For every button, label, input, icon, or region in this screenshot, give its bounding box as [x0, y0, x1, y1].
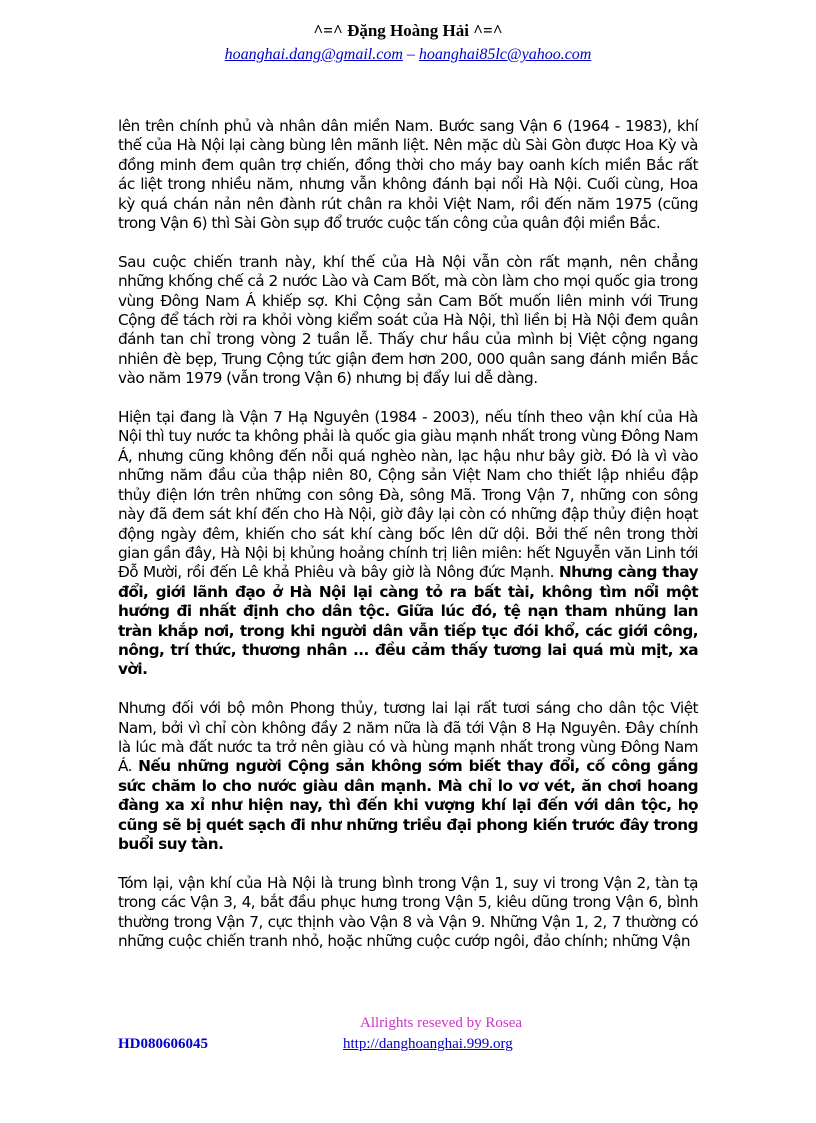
contact-line	[0, 44, 816, 66]
page-header	[0, 18, 816, 66]
paragraph-2	[118, 253, 698, 389]
document-id: HD080606045	[118, 1036, 208, 1052]
email-link-gmail[interactable]: hoanghai.dang@gmail.com	[224, 46, 403, 63]
paragraph-3	[118, 408, 698, 680]
paragraph-5	[118, 874, 698, 952]
paragraph-4-bold-text: Nếu những người Cộng sản không sớm biết thay đổi, cố công gắng sức chăm lo cho nước giàu dân mạnh. Mà chỉ lo vơ vét, ăn chơi hoang đàng xa xỉ như hiện nay, thì đến khi vượng khí lại đến với dân tộc, họ cũng sẽ bị quét sạch đi như những triều đại phong kiến trước đây trong buổi suy tàn.	[118, 757, 698, 853]
email-link-yahoo[interactable]: hoanghai85lc@yahoo.com	[418, 46, 592, 63]
document-body	[118, 117, 698, 971]
paragraph-1	[118, 117, 698, 233]
author-title: ^=^ Đặng Hoàng Hải ^=^	[313, 21, 503, 40]
paragraph-5-text: Tóm lại, vận khí của Hà Nội là trung bình trong Vận 1, suy vi trong Vận 2, tàn tạ trong các Vận 3, 4, bắt đầu phục hưng trong Vận 5, kiêu dũng trong Vận 6, bình thường trong Vận 7, cực thịnh vào Vận 8 và Vận 9. Những Vận 1, 2, 7 thường có những cuộc chiến tranh nhỏ, hoặc những cuộc cướp ngôi, đảo chính; những Vận	[118, 873, 698, 950]
website-link[interactable]: http://danghoanghai.999.org	[343, 1036, 513, 1052]
paragraph-3-bold-text: Nhưng càng thay đổi, giới lãnh đạo ở Hà Nội lại càng tỏ ra bất tài, không tìm nổi một hướng đi nhất định cho dân tộc. Giữa lúc đó, tệ nạn tham nhũng lan tràn khắp nơi, trong khi người dân vẫn tiếp tục đói khổ, các giới công, nông, trí thức, thương nhân ... đều cảm thấy tương lai quá mù mịt, xa vời.	[118, 563, 698, 679]
paragraph-4-text: Nhưng đối với bộ môn Phong thủy, tương lai lại rất tươi sáng cho dân tộc Việt Nam, bởi vì chỉ còn không đầy 2 năm nữa là đã tới Vận 8 Hạ Nguyên. Đây chính là lúc mà đất nước ta trở nên giàu có và hùng mạnh nhất trong vùng Đông Nam Á.	[118, 699, 698, 776]
paragraph-4	[118, 699, 698, 854]
paragraph-2-text: Sau cuộc chiến tranh này, khí thế của Hà Nội vẫn còn rất mạnh, nên chẳng những khống chế cả 2 nước Lào và Cam Bốt, mà còn làm cho mọi quốc gia trong vùng Đông Nam Á khiếp sợ. Khi Cộng sản Cam Bốt muốn liên minh với Trung Cộng để tách rời ra khỏi vòng kiểm soát của Hà Nội, thì liền bị Hà Nội đem quân đánh tan chỉ trong vòng 2 tuần lễ. Thấy chư hầu của mình bị Việt cộng ngang nhiên đè bẹp, Trung Cộng tức giận đem hơn 200, 000 quân sang đánh miền Bắc vào năm 1979 (vẫn trong Vận 6) nhưng bị đẩy lui dễ dàng.	[118, 252, 698, 388]
paragraph-1-text: lên trên chính phủ và nhân dân miền Nam. Bước sang Vận 6 (1964 - 1983), khí thế của Hà Nội lại càng bùng lên mãnh liệt. Nên mặc dù Sài Gòn được Hoa Kỳ và đồng minh đem quân trợ chiến, đồng thời cho máy bay oanh kích miền Bắc rất ác liệt trong nhiều năm, nhưng vẫn không đánh bại nổi Hà Nội. Cuối cùng, Hoa kỳ quá chán nản nên đành rút chân ra khỏi Việt Nam, rồi đến năm 1975 (cũng trong Vận 6) thì Sài Gòn sụp đổ trước cuộc tấn công của quân đội miền Bắc.	[118, 117, 698, 233]
paragraph-3-text: Hiện tại đang là Vận 7 Hạ Nguyên (1984 - 2003), nếu tính theo vận khí của Hà Nội thì tuy nước ta không phải là quốc gia giàu mạnh nhất trong vùng Đông Nam Á, nhưng cũng không đến nỗi quá nghèo nàn, lạc hậu như bây giờ. Đó là vì vào những năm đầu của thập niên 80, Cộng sản Việt Nam cho thiết lập nhiều đập thủy điện lớn trên những con sông Đà, sông Mã. Trong Vận 7, những con sông này đã đem sát khí đến cho Hà Nội, giờ đây lại còn có những đập thủy điện hoạt động ngày đêm, khiến cho sát khí càng bốc lên dữ dội. Bởi thế nên trong thời gian gần đây, Hà Nội bị khủng hoảng chính trị liên miên: hết Nguyễn văn Linh tới Đỗ Mười, rồi đến Lê khả Phiêu và bây giờ là Nông đức Mạnh.	[118, 408, 698, 582]
email-separator: –	[406, 46, 415, 63]
copyright-notice: Allrights reseved by Rosea	[360, 1015, 523, 1031]
